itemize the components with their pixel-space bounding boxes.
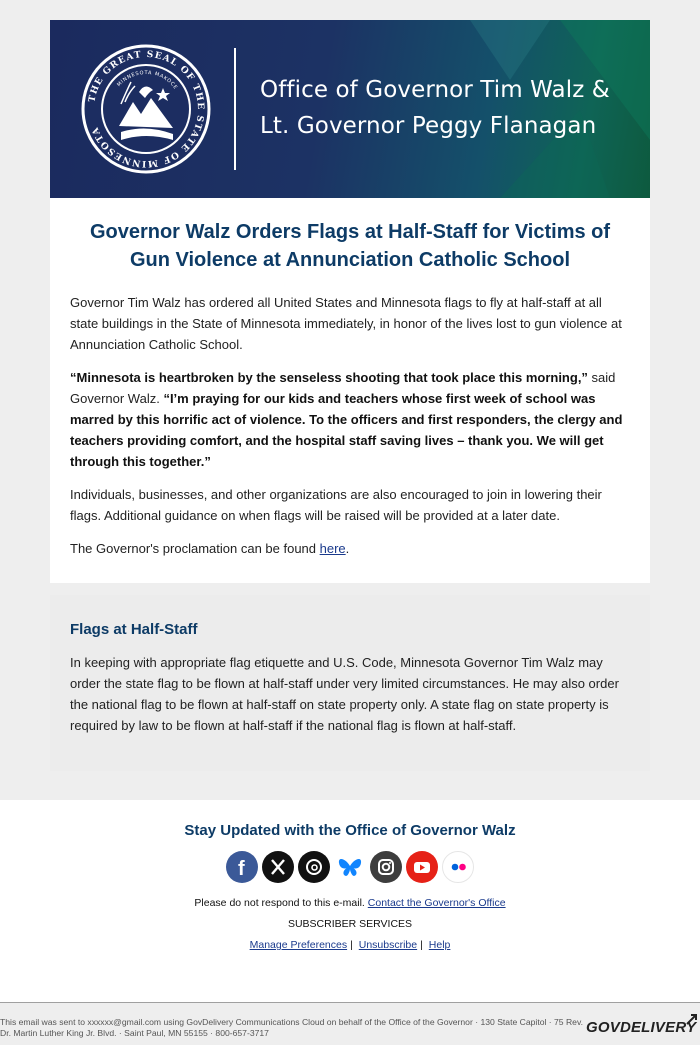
unsubscribe-link[interactable]: Unsubscribe xyxy=(358,939,418,951)
stay-updated-heading: Stay Updated with the Office of Governor Walz xyxy=(184,822,516,839)
legal-footer xyxy=(0,1002,700,1045)
banner-divider xyxy=(234,48,236,170)
seal-inner-text: MINNESOTA MAKOCE xyxy=(116,69,179,92)
office-title xyxy=(260,72,610,144)
proclamation-period: . xyxy=(345,541,350,556)
help-link[interactable]: Help xyxy=(428,939,451,951)
header-banner xyxy=(50,20,650,198)
paragraph-encouragement: Individuals, businesses, and other organizations are also encouraged to join in lowering their flags. Additional guidance on when flags will be raised will be provided at a later date. xyxy=(70,487,602,523)
paragraph-proclamation xyxy=(70,538,630,559)
flickr-icon[interactable] xyxy=(442,851,474,883)
panel-title: Flags at Half-Staff xyxy=(70,621,198,638)
quote-part-1: “Minnesota is heartbroken by the senseless shooting that took place this morning,” xyxy=(70,370,588,385)
manage-preferences-link[interactable]: Manage Preferences xyxy=(249,939,348,951)
paragraph-order: Governor Tim Walz has ordered all United States and Minnesota flags to fly at half-staff at all state buildings in the State of Minnesota immediately, in honor of the lives lost to gun violence at Annunciation Catholic School. xyxy=(70,295,622,352)
subscriber-links xyxy=(0,939,700,951)
subscriber-services-label: SUBSCRIBER SERVICES xyxy=(287,918,413,930)
legal-text: This email was sent to xxxxxx@gmail.com using GovDelivery Communications Cloud on behalf of the Office of the Governor · 130 State Capitol · 75 Rev. Dr. Martin Luther King Jr. Blvd. · Saint Paul, MN 55155 · 800-657-3717 xyxy=(0,1017,584,1038)
article-body xyxy=(50,198,650,583)
govdelivery-text: GOVDELIVERY xyxy=(586,1019,697,1036)
half-staff-panel xyxy=(50,595,650,771)
quote-part-2: “I’m praying for our kids and teachers whose first week of school was marred by this horrific act of violence. To the officers and first responders, the clergy and teachers providing comfort, and the hospital staff saving lives – thank you. We will get through this together.” xyxy=(70,391,623,469)
svg-text:f: f xyxy=(238,858,245,880)
headline: Governor Walz Orders Flags at Half-Staff for Victims of Gun Violence at Annunciation Catholic School xyxy=(89,221,611,271)
bluesky-icon[interactable] xyxy=(334,851,366,883)
office-title-line2: Lt. Governor Peggy Flanagan xyxy=(260,113,597,139)
govdelivery-logo[interactable] xyxy=(586,1019,696,1036)
link-separator: | xyxy=(350,939,353,951)
proclamation-link[interactable]: here xyxy=(319,541,346,556)
proclamation-text: The Governor's proclamation can be found xyxy=(70,541,320,556)
no-reply-notice xyxy=(0,897,700,909)
instagram-icon[interactable] xyxy=(370,851,402,883)
office-title-line1: Office of Governor Tim Walz & xyxy=(260,77,610,103)
social-links xyxy=(0,851,700,883)
paragraph-quote xyxy=(70,367,630,472)
contact-link[interactable]: Contact the Governor's Office xyxy=(367,897,506,909)
panel-body: In keeping with appropriate flag etiquette and U.S. Code, Minnesota Governor Tim Walz may order the state flag to be flown at half-staff under very limited circumstances. He may also order the national flag to be flown at half-staff on state property only. A state flag on state property is required by law to be flown at half-staff if the national flag is flown at half-staff. xyxy=(70,655,619,733)
footer xyxy=(0,800,700,1002)
minnesota-seal xyxy=(81,44,211,174)
threads-icon[interactable] xyxy=(298,851,330,883)
no-reply-text: Please do not respond to this e-mail. xyxy=(194,897,368,909)
link-separator: | xyxy=(420,939,423,951)
facebook-icon[interactable] xyxy=(226,851,258,883)
youtube-icon[interactable] xyxy=(406,851,438,883)
seal-outer-text: THE GREAT SEAL OF THE STATE OF MINNESOTA xyxy=(87,49,206,169)
govdelivery-arrow-icon xyxy=(686,1013,700,1025)
email-container xyxy=(50,20,650,771)
x-icon[interactable] xyxy=(262,851,294,883)
quote-attribution: said Governor Walz. xyxy=(70,370,616,406)
